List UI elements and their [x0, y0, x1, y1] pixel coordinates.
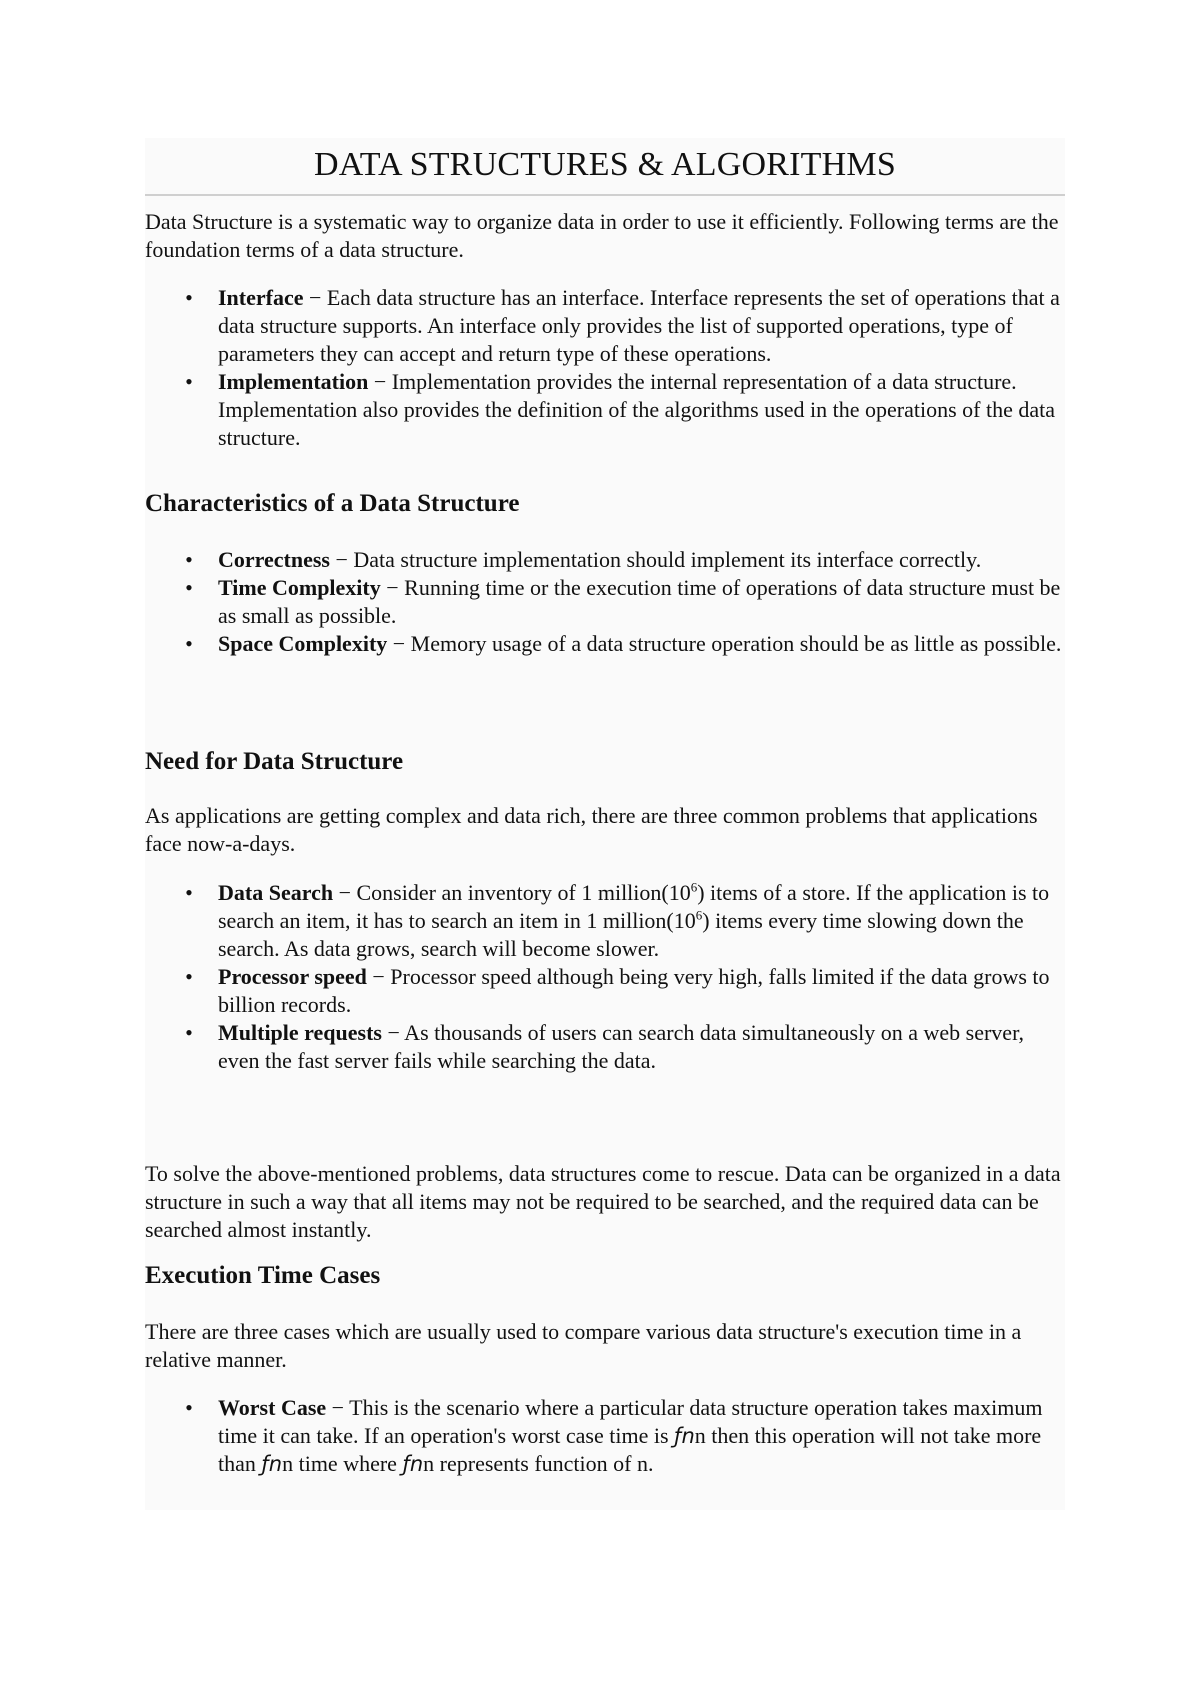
bullet-icon: • [185, 1395, 193, 1420]
execution-intro-paragraph: There are three cases which are usually used to compare various data structure's execution time in a relative manner. [145, 1319, 1022, 1372]
term-description-part: − This is the scenario where a particular data structure operation takes maximum time it can take. If an operation's worst case time is [218, 1395, 1043, 1448]
term-description-part: n represents function of n. [423, 1451, 654, 1476]
intro-paragraph: Data Structure is a systematic way to organize data in order to use it efficiently. Following terms are the foundation terms of a data structure. [145, 209, 1059, 262]
bullet-icon: • [185, 547, 193, 572]
term-label: Data Search [218, 880, 334, 905]
foundation-terms-list [145, 284, 1065, 452]
term-label: Time Complexity [218, 575, 381, 600]
bullet-icon: • [185, 631, 193, 656]
bullet-icon: • [185, 964, 193, 989]
term-label: Worst Case [218, 1395, 327, 1420]
list-item [145, 879, 1065, 963]
list-item [145, 630, 1065, 658]
list-item [145, 963, 1065, 1019]
term-label: Correctness [218, 547, 330, 572]
term-description: − Running time or the execution time of operations of data structure must be as small as possible. [218, 575, 1061, 628]
term-label: Multiple requests [218, 1020, 382, 1045]
term-description-part: ) items of a store. If the application is to search an item, it has to search an item in 1 million(10 [218, 880, 1050, 933]
section-heading-need: Need for Data Structure [145, 748, 404, 775]
list-item [145, 284, 1065, 368]
list-item [145, 368, 1065, 452]
bullet-icon: • [185, 1020, 193, 1045]
function-symbol: ƒn [674, 1424, 695, 1448]
term-description: − As thousands of users can search data simultaneously on a web server, even the fast server fails while searching the data. [218, 1020, 1025, 1073]
bullet-icon: • [185, 369, 193, 394]
need-conclusion-paragraph: To solve the above-mentioned problems, data structures come to rescue. Data can be organized in a data structure in such a way that all items may not be required to be searched, and the required data can be searched almost instantly. [145, 1161, 1061, 1242]
term-description-part: n time where [282, 1451, 403, 1476]
term-label: Space Complexity [218, 631, 388, 656]
execution-cases-list [145, 1394, 1065, 1478]
need-problems-list [145, 879, 1065, 1075]
term-label: Processor speed [218, 964, 367, 989]
function-symbol: ƒn [261, 1452, 283, 1476]
bullet-icon: • [185, 285, 193, 310]
term-description-part: − Consider an inventory of 1 million(10 [333, 880, 691, 905]
term-description-part: ) items every time slowing down the search. As data grows, search will become slower. [218, 908, 1024, 961]
page-title: DATA STRUCTURES & ALGORITHMS [314, 146, 896, 183]
term-description: − Processor speed although being very high, falls limited if the data grows to billion records. [218, 964, 1050, 1017]
bullet-icon: • [185, 575, 193, 600]
term-description: − Memory usage of a data structure operation should be as little as possible. [387, 631, 1062, 656]
term-description: − Data structure implementation should implement its interface correctly. [330, 547, 982, 572]
need-intro-paragraph: As applications are getting complex and data rich, there are three common problems that applications face now-a-days. [145, 803, 1038, 856]
list-item [145, 1019, 1065, 1075]
term-label: Interface [218, 285, 304, 310]
superscript: 6 [690, 879, 698, 895]
title-block [145, 138, 1065, 196]
term-description-part: n then this operation will not take more than [218, 1423, 1042, 1476]
section-heading-execution: Execution Time Cases [145, 1262, 381, 1289]
term-description: − Each data structure has an interface. Interface represents the set of operations that a data structure supports. An interface only provides the list of supported operations, type of parameters they can accept and return type of these operations. [218, 285, 1060, 366]
term-description: − Implementation provides the internal representation of a data structure. Implementation also provides the definition of the algorithms used in the operations of the data structure. [218, 369, 1056, 450]
function-symbol: ƒn [402, 1452, 424, 1476]
list-item [145, 1394, 1065, 1478]
term-label: Implementation [218, 369, 369, 394]
list-item [145, 574, 1065, 630]
list-item [145, 546, 1065, 574]
characteristics-list [145, 546, 1065, 658]
bullet-icon: • [185, 880, 193, 905]
section-heading-characteristics: Characteristics of a Data Structure [145, 490, 520, 517]
document-page [145, 138, 1065, 1510]
superscript: 6 [695, 907, 703, 923]
